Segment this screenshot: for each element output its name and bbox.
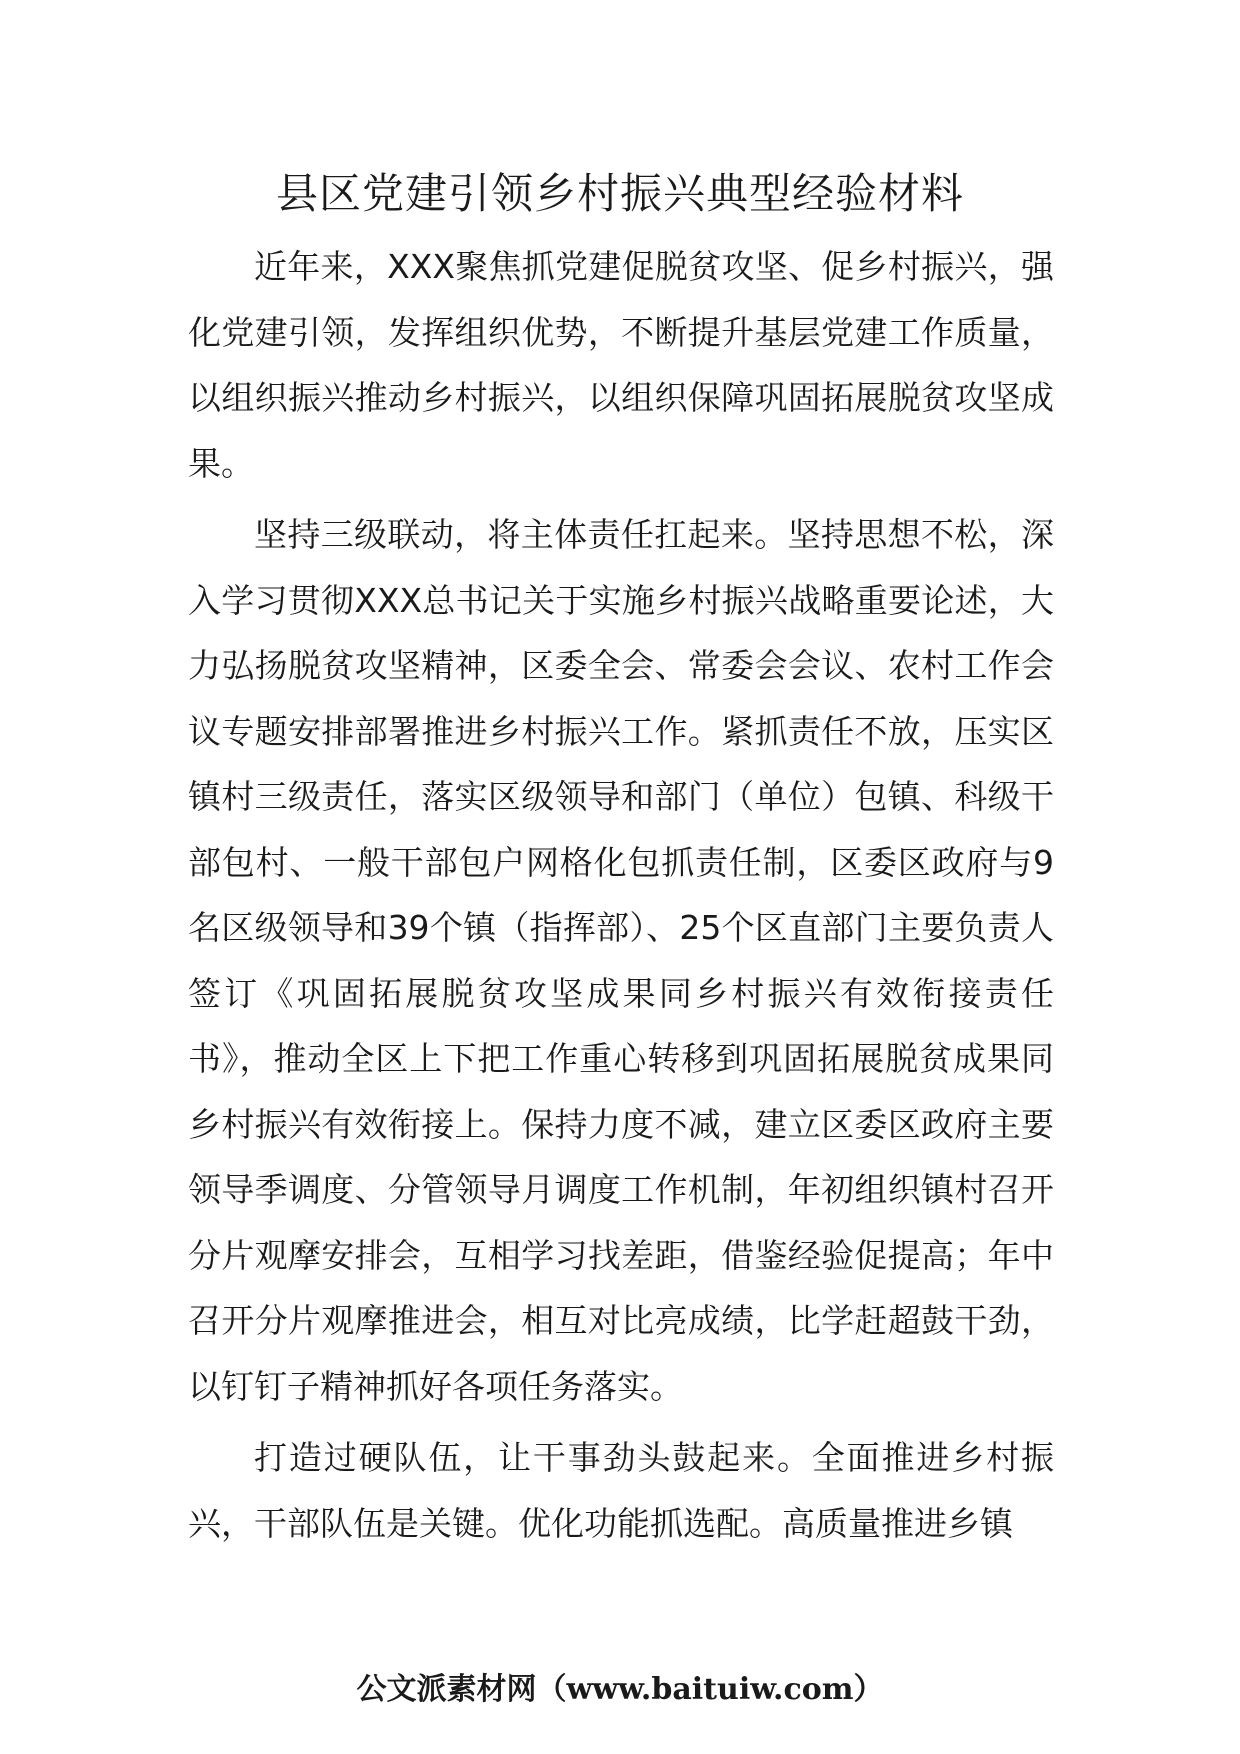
paragraph-intro: 近年来，XXX聚焦抓党建促脱贫攻坚、促乡村振兴，强化党建引领，发挥组织优势，不断提升基层党建工作质量，以组织振兴推动乡村振兴，以组织保障巩固拓展脱贫攻坚成果。 <box>188 247 1054 483</box>
page-footer-watermark: 公文派素材网（www.baituiw.com） <box>356 1672 884 1707</box>
document-title: 县区党建引领乡村振兴典型经验材料 <box>275 169 964 218</box>
paragraph-strong-team: 打造过硬队伍，让干事劲头鼓起来。全面推进乡村振兴，干部队伍是关键。优化功能抓选配。高质量推进乡镇 <box>188 1438 1054 1543</box>
document-body <box>188 234 1054 1556</box>
paragraph-three-level-linkage: 坚持三级联动，将主体责任扛起来。坚持思想不松，深入学习贯彻XXX总书记关于实施乡村振兴战略重要论述，大力弘扬脱贫攻坚精神，区委全会、常委会会议、农村工作会议专题安排部署推进乡村振兴工作。紧抓责任不放，压实区镇村三级责任，落实区级领导和部门（单位）包镇、科级干部包村、一般干部包户网格化包抓责任制，区委区政府与9名区级领导和39个镇（指挥部）、25个区直部门主要负责人签订《巩固拓展脱贫攻坚成果同乡村振兴有效衔接责任书》，推动全区上下把工作重心转移到巩固拓展脱贫成果同乡村振兴有效衔接上。保持力度不减，建立区委区政府主要领导季调度、分管领导月调度工作机制，年初组织镇村召开分片观摩安排会，互相学习找差距，借鉴经验促提高；年中召开分片观摩推进会，相互对比亮成绩，比学赶超鼓干劲，以钉钉子精神抓好各项任务落实。 <box>188 515 1054 1406</box>
